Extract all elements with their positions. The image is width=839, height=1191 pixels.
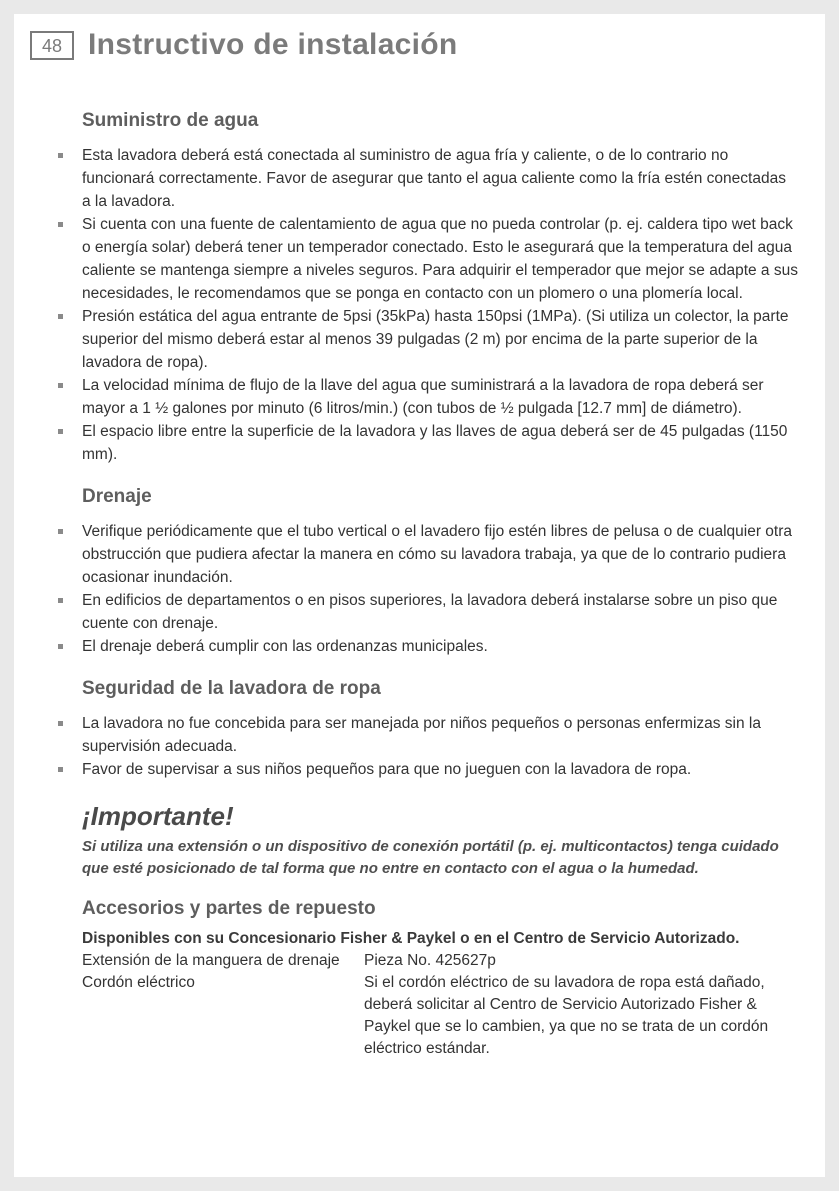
section-heading-water: Suministro de agua [82, 110, 259, 131]
accessories-section [82, 898, 798, 1060]
accessories-subheading: Disponibles con su Concesionario Fisher & Paykel o en el Centro de Servicio Autorizado. [82, 930, 740, 947]
section-heading-safety: Seguridad de la lavadora de ropa [82, 678, 381, 699]
page-title: Instructivo de instalación [88, 28, 458, 61]
list-item: Si cuenta con una fuente de calentamiento de agua que no pueda controlar (p. ej. caldera tipo wet back o energía solar) deberá tener un temperador conectado. Esto le asegurará que la temperatura del agua caliente se mantenga siempre a niveles seguros. Para adquirir el temperador que mejor se adapte a sus necesidades, le recomendamos que se ponga en contacto con un plomero o una plomería local. [58, 213, 798, 305]
accessory-item: Cordón eléctrico [82, 974, 195, 991]
important-note [82, 801, 798, 880]
section-heading-drain: Drenaje [82, 486, 152, 507]
safety-list [58, 712, 798, 781]
list-item: En edificios de departamentos o en pisos superiores, la lavadora deberá instalarse sobre un piso que cuente con drenaje. [58, 589, 798, 635]
page-header [30, 28, 458, 62]
table-row [82, 972, 774, 1060]
list-item: El drenaje deberá cumplir con las ordenanzas municipales. [58, 635, 798, 658]
list-item: Verifique periódicamente que el tubo vertical o el lavadero fijo estén libres de pelusa o de cualquier otra obstrucción que pudiera afectar la manera en cómo su lavadora trabaja, ya que de lo contrario pudiera ocasionar inundación. [58, 520, 798, 589]
section-heading-accessories: Accesorios y partes de repuesto [82, 898, 376, 919]
accessory-detail: Pieza No. 425627p [364, 952, 496, 969]
page-number: 48 [30, 31, 74, 60]
important-title: ¡Importante! [82, 801, 234, 831]
water-list [58, 144, 798, 466]
list-item: El espacio libre entre la superficie de la lavadora y las llaves de agua deberá ser de 45 pulgadas (1150 mm). [58, 420, 798, 466]
drain-list [58, 520, 798, 658]
important-body: Si utiliza una extensión o un dispositivo de conexión portátil (p. ej. multicontactos) tenga cuidado que esté posicionado de tal forma que no entre en contacto con el agua o la humedad. [82, 838, 779, 877]
accessory-detail: Si el cordón eléctrico de su lavadora de ropa está dañado, deberá solicitar al Centro de Servicio Autorizado Fisher & Paykel que se lo cambien, ya que no se trata de un cordón eléctrico estándar. [364, 974, 769, 1057]
list-item: La velocidad mínima de flujo de la llave del agua que suministrará a la lavadora de ropa deberá ser mayor a 1 ½ galones por minuto (6 litros/min.) (con tubos de ½ pulgada [12.7 mm] de diámetro). [58, 374, 798, 420]
accessory-item: Extensión de la manguera de drenaje [82, 952, 340, 969]
list-item: Presión estática del agua entrante de 5psi (35kPa) hasta 150psi (1MPa). (Si utiliza un colector, la parte superior del mismo deberá estar al menos 39 pulgadas (2 m) por encima de la parte superior de la lavadora de ropa). [58, 305, 798, 374]
list-item: Favor de supervisar a sus niños pequeños para que no jueguen con la lavadora de ropa. [58, 758, 798, 781]
page-content [58, 110, 798, 1060]
list-item: La lavadora no fue concebida para ser manejada por niños pequeños o personas enfermizas sin la supervisión adecuada. [58, 712, 798, 758]
accessories-table [82, 950, 774, 1060]
list-item: Esta lavadora deberá está conectada al suministro de agua fría y caliente, o de lo contrario no funcionará correctamente. Favor de asegurar que tanto el agua caliente como la fría estén conectadas a la lavadora. [58, 144, 798, 213]
table-row [82, 950, 774, 972]
